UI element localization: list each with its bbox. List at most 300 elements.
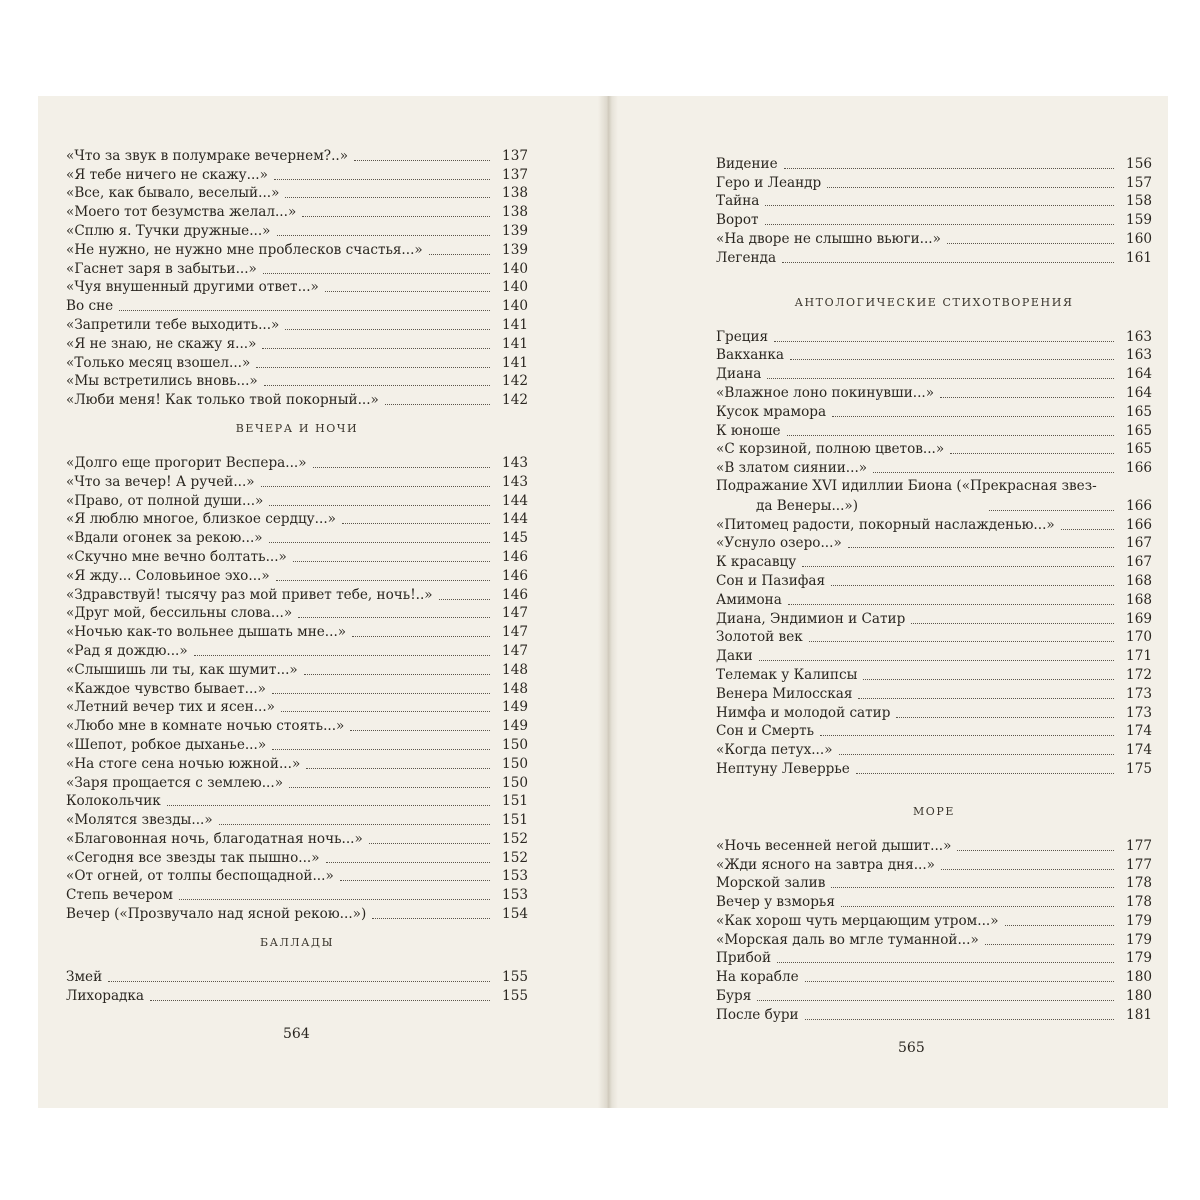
toc-entry bbox=[66, 829, 528, 848]
toc-entry bbox=[66, 867, 528, 886]
right-page bbox=[606, 96, 1168, 1108]
toc-entry bbox=[716, 684, 1152, 703]
toc-page-number: 180 bbox=[1126, 988, 1152, 1005]
toc-entry bbox=[66, 472, 528, 491]
toc-page-number: 161 bbox=[1126, 249, 1152, 266]
toc-page-number: 139 bbox=[502, 222, 528, 239]
leader-dots bbox=[293, 551, 490, 562]
toc-entry-title: «Питомец радости, покорный наслажденью...» bbox=[716, 516, 1055, 533]
toc-entry bbox=[66, 240, 528, 259]
leader-dots bbox=[276, 570, 490, 581]
toc-page-number: 166 bbox=[1126, 516, 1152, 533]
leader-dots bbox=[989, 500, 1114, 511]
toc-entry-title: Амимона bbox=[716, 591, 782, 608]
toc-entry bbox=[716, 628, 1152, 647]
toc-entry bbox=[716, 874, 1152, 893]
leader-dots bbox=[767, 368, 1114, 379]
toc-page-number: 143 bbox=[502, 473, 528, 490]
leader-dots bbox=[777, 952, 1114, 963]
leader-dots bbox=[856, 763, 1114, 774]
leader-dots bbox=[941, 859, 1114, 870]
toc-list bbox=[66, 967, 528, 1005]
toc-page-number: 140 bbox=[502, 260, 528, 277]
leader-dots bbox=[863, 669, 1114, 680]
toc-entry bbox=[66, 315, 528, 334]
leader-dots bbox=[281, 701, 490, 712]
page-number: 565 bbox=[898, 1040, 925, 1056]
toc-page-number: 152 bbox=[502, 830, 528, 847]
toc-entry bbox=[716, 722, 1152, 741]
toc-entry-title: Сон и Смерть bbox=[716, 723, 814, 740]
toc-entry-title: «Право, от полной души...» bbox=[66, 492, 264, 509]
toc-page-number: 181 bbox=[1126, 1006, 1152, 1023]
toc-entry-title: После бури bbox=[716, 1006, 799, 1023]
toc-page-number: 140 bbox=[502, 279, 528, 296]
toc-entry bbox=[66, 221, 528, 240]
toc-entry bbox=[66, 146, 528, 165]
leader-dots bbox=[285, 319, 490, 330]
toc-entry-title: Кусок мрамора bbox=[716, 403, 827, 420]
toc-page-number: 166 bbox=[1126, 460, 1152, 477]
toc-entry-title: «На дворе не слышно вьюги...» bbox=[716, 230, 941, 247]
toc-page-number: 154 bbox=[502, 906, 528, 923]
toc-entry-title: Подражание XVI идиллии Биона («Прекрасная звез- bbox=[716, 478, 1097, 495]
toc-entry bbox=[66, 390, 528, 409]
toc-page-number: 139 bbox=[502, 241, 528, 258]
toc-entry-title: Геро и Леандр bbox=[716, 174, 822, 191]
toc-entry bbox=[66, 585, 528, 604]
toc-entry-title: Тайна bbox=[716, 193, 760, 210]
toc-entry-title: «Скучно мне вечно болтать...» bbox=[66, 548, 287, 565]
toc-entry-title: «Мы встретились вновь...» bbox=[66, 373, 258, 390]
toc-entry-title: Вечер у взморья bbox=[716, 894, 835, 911]
toc-entry bbox=[716, 967, 1152, 986]
toc-entry-title: «Жди ясного на завтра дня...» bbox=[716, 856, 935, 873]
toc-page-number: 148 bbox=[502, 680, 528, 697]
toc-entry-title: Нимфа и молодой сатир bbox=[716, 704, 891, 721]
toc-page-number: 163 bbox=[1126, 347, 1152, 364]
toc-entry bbox=[66, 716, 528, 735]
toc-page-number: 164 bbox=[1126, 384, 1152, 401]
toc-page-number: 143 bbox=[502, 454, 528, 471]
toc-page-number: 149 bbox=[502, 718, 528, 735]
toc-entry-title: «Люби меня! Как только твой покорный...» bbox=[66, 392, 379, 409]
toc-entry bbox=[716, 892, 1152, 911]
toc-page-number: 165 bbox=[1126, 403, 1152, 420]
toc-page-number: 158 bbox=[1126, 193, 1152, 210]
toc-page-number: 174 bbox=[1126, 723, 1152, 740]
toc-entry bbox=[716, 590, 1152, 609]
toc-entry bbox=[66, 967, 528, 986]
toc-entry bbox=[66, 353, 528, 372]
toc-page-number: 178 bbox=[1126, 875, 1152, 892]
toc-entry bbox=[66, 622, 528, 641]
toc-entry-title: Сон и Пазифая bbox=[716, 572, 826, 589]
toc-entry-title: «От огней, от толпы беспощадной...» bbox=[66, 868, 334, 885]
toc-page-number: 148 bbox=[502, 661, 528, 678]
leader-dots bbox=[848, 537, 1114, 548]
toc-entry bbox=[66, 510, 528, 529]
toc-page-number: 168 bbox=[1126, 572, 1152, 589]
toc-entry bbox=[716, 154, 1152, 173]
toc-page-number: 144 bbox=[502, 511, 528, 528]
toc-entry bbox=[66, 754, 528, 773]
toc-page-number: 142 bbox=[502, 392, 528, 409]
leader-dots bbox=[150, 990, 490, 1001]
toc-page-number: 137 bbox=[502, 147, 528, 164]
leader-dots bbox=[269, 532, 490, 543]
toc-page-number: 174 bbox=[1126, 742, 1152, 759]
toc-page-number: 172 bbox=[1126, 666, 1152, 683]
section-heading: ВЕЧЕРА И НОЧИ bbox=[235, 422, 359, 436]
toc-page-number: 153 bbox=[502, 868, 528, 885]
leader-dots bbox=[784, 158, 1114, 169]
toc-entry-title: «Я люблю многое, близкое сердцу...» bbox=[66, 511, 336, 528]
leader-dots bbox=[429, 244, 490, 255]
toc-page-number: 173 bbox=[1126, 685, 1152, 702]
toc-entry bbox=[66, 848, 528, 867]
leader-dots bbox=[302, 206, 490, 217]
toc-entry-title: «Сегодня все звезды так пышно...» bbox=[66, 849, 320, 866]
toc-entry-title: «Слышишь ли ты, как шумит...» bbox=[66, 661, 298, 678]
toc-page-number: 147 bbox=[502, 605, 528, 622]
toc-entry-title: Вакханка bbox=[716, 347, 785, 364]
toc-entry-title: «Я жду... Соловьиное эхо...» bbox=[66, 567, 270, 584]
toc-entry bbox=[66, 296, 528, 315]
toc-page-number: 167 bbox=[1126, 535, 1152, 552]
toc-entry bbox=[66, 773, 528, 792]
leader-dots bbox=[947, 233, 1114, 244]
toc-entry bbox=[716, 609, 1152, 628]
left-page bbox=[38, 96, 606, 1108]
toc-entry bbox=[716, 534, 1152, 553]
left-toc-column bbox=[66, 146, 528, 1005]
leader-dots bbox=[352, 626, 490, 637]
toc-page-number: 150 bbox=[502, 736, 528, 753]
toc-entry-title: «Что за вечер! А ручей...» bbox=[66, 473, 255, 490]
toc-entry bbox=[716, 346, 1152, 365]
toc-entry bbox=[66, 986, 528, 1005]
toc-page-number: 169 bbox=[1126, 610, 1152, 627]
toc-list bbox=[716, 836, 1152, 1024]
leader-dots bbox=[896, 707, 1114, 718]
toc-entry bbox=[716, 210, 1152, 229]
leader-dots bbox=[439, 589, 490, 600]
leader-dots bbox=[179, 889, 490, 900]
toc-page-number: 155 bbox=[502, 968, 528, 985]
leader-dots bbox=[911, 613, 1114, 624]
leader-dots bbox=[802, 556, 1114, 567]
toc-entry bbox=[66, 679, 528, 698]
leader-dots bbox=[831, 575, 1114, 586]
leader-dots bbox=[306, 758, 490, 769]
toc-list bbox=[716, 515, 1152, 778]
toc-page-number: 179 bbox=[1126, 950, 1152, 967]
toc-entry-title: Змей bbox=[66, 968, 103, 985]
toc-page-number: 141 bbox=[502, 335, 528, 352]
leader-dots bbox=[325, 281, 490, 292]
leader-dots bbox=[326, 852, 490, 863]
toc-entry bbox=[66, 904, 528, 923]
book-spread bbox=[38, 96, 1168, 1108]
leader-dots bbox=[765, 195, 1114, 206]
toc-entry-title: «Ночью как-то вольнее дышать мне...» bbox=[66, 624, 347, 641]
leader-dots bbox=[167, 795, 490, 806]
toc-page-number: 142 bbox=[502, 373, 528, 390]
leader-dots bbox=[873, 462, 1114, 473]
toc-entry-title: «Рад я дождю...» bbox=[66, 642, 188, 659]
toc-page-number: 164 bbox=[1126, 366, 1152, 383]
leader-dots bbox=[272, 683, 490, 694]
toc-entry bbox=[716, 248, 1152, 267]
leader-dots bbox=[809, 631, 1114, 642]
toc-page-number: 146 bbox=[502, 567, 528, 584]
leader-dots bbox=[788, 594, 1114, 605]
right-toc-column bbox=[716, 154, 1152, 1024]
toc-page-number: 178 bbox=[1126, 894, 1152, 911]
toc-entry bbox=[66, 491, 528, 510]
leader-dots bbox=[827, 177, 1114, 188]
leader-dots bbox=[372, 908, 490, 919]
toc-entry bbox=[716, 665, 1152, 684]
toc-entry-title: «Что за звук в полумраке вечернем?..» bbox=[66, 147, 349, 164]
toc-page-number: 147 bbox=[502, 624, 528, 641]
toc-page-number: 140 bbox=[502, 298, 528, 315]
toc-entry bbox=[66, 259, 528, 278]
toc-entry bbox=[716, 192, 1152, 211]
leader-dots bbox=[765, 214, 1114, 225]
section-heading: МОРЕ bbox=[912, 804, 956, 818]
toc-list bbox=[716, 154, 1152, 267]
toc-entry bbox=[66, 698, 528, 717]
leader-dots bbox=[304, 664, 490, 675]
toc-entry-title: да Венеры...») bbox=[756, 497, 859, 514]
toc-page-number: 152 bbox=[502, 849, 528, 866]
toc-entry-title: Легенда bbox=[716, 249, 777, 266]
toc-entry-title: Буря bbox=[716, 988, 752, 1005]
leader-dots bbox=[350, 720, 490, 731]
toc-entry-title: «Моего тот безумства желал...» bbox=[66, 204, 297, 221]
toc-entry-title: «Гаснет заря в забытьи...» bbox=[66, 260, 257, 277]
toc-entry-title: «Как хорош чуть мерцающим утром...» bbox=[716, 912, 999, 929]
toc-entry-title: «В златом сиянии...» bbox=[716, 460, 868, 477]
toc-entry-title: «Летний вечер тих и ясен...» bbox=[66, 699, 276, 716]
toc-entry-title: Морской залив bbox=[716, 875, 826, 892]
toc-entry-title: Диана bbox=[716, 366, 762, 383]
toc-entry-title: Ворот bbox=[716, 212, 759, 229]
leader-dots bbox=[940, 387, 1114, 398]
toc-entry bbox=[66, 792, 528, 811]
toc-entry-title: Даки bbox=[716, 648, 753, 665]
toc-page-number: 179 bbox=[1126, 912, 1152, 929]
toc-entry-title: Золотой век bbox=[716, 629, 803, 646]
leader-dots bbox=[119, 300, 490, 311]
toc-page-number: 159 bbox=[1126, 212, 1152, 229]
toc-entry-title: К юноше bbox=[716, 422, 781, 439]
toc-entry-title: «С корзиной, полною цветов...» bbox=[716, 441, 945, 458]
section-heading: БАЛЛАДЫ bbox=[259, 936, 335, 950]
toc-entry-title: Видение bbox=[716, 155, 778, 172]
toc-page-number: 166 bbox=[1126, 497, 1153, 514]
page-number: 564 bbox=[283, 1026, 310, 1042]
toc-page-number: 150 bbox=[502, 774, 528, 791]
leader-dots bbox=[782, 252, 1114, 263]
toc-page-number: 141 bbox=[502, 354, 528, 371]
toc-entry bbox=[66, 735, 528, 754]
toc-entry-title: К красавцу bbox=[716, 554, 797, 571]
leader-dots bbox=[313, 457, 490, 468]
toc-entry-title: «Каждое чувство бывает...» bbox=[66, 680, 266, 697]
toc-page-number: 171 bbox=[1126, 648, 1152, 665]
toc-entry-title: Диана, Эндимион и Сатир bbox=[716, 610, 906, 627]
toc-entry bbox=[66, 547, 528, 566]
toc-entry bbox=[66, 453, 528, 472]
toc-page-number: 163 bbox=[1126, 328, 1152, 345]
leader-dots bbox=[289, 777, 490, 788]
toc-entry bbox=[716, 173, 1152, 192]
toc-entry bbox=[66, 278, 528, 297]
toc-entry bbox=[716, 402, 1152, 421]
toc-entry-title-block bbox=[716, 477, 1152, 515]
leader-dots bbox=[298, 607, 490, 618]
toc-page-number: 149 bbox=[502, 699, 528, 716]
toc-entry-title: «Вдали огонек за рекою...» bbox=[66, 530, 263, 547]
toc-entry bbox=[716, 440, 1152, 459]
toc-entry bbox=[716, 986, 1152, 1005]
toc-entry-title: Вечер («Прозвучало над ясной рекою...») bbox=[66, 906, 367, 923]
toc-entry-title: «На стоге сена ночью южной...» bbox=[66, 755, 301, 772]
leader-dots bbox=[841, 896, 1114, 907]
toc-entry bbox=[66, 885, 528, 904]
toc-entry bbox=[716, 477, 1152, 515]
toc-entry bbox=[66, 604, 528, 623]
toc-page-number: 147 bbox=[502, 642, 528, 659]
toc-entry bbox=[716, 646, 1152, 665]
book-gutter bbox=[598, 96, 618, 1108]
toc-entry bbox=[716, 740, 1152, 759]
toc-page-number: 175 bbox=[1126, 760, 1152, 777]
toc-entry bbox=[66, 372, 528, 391]
leader-dots bbox=[1005, 915, 1114, 926]
toc-entry bbox=[716, 703, 1152, 722]
toc-page-number: 168 bbox=[1126, 591, 1152, 608]
toc-page-number: 153 bbox=[502, 887, 528, 904]
toc-entry-title: «Долго еще прогорит Веспера...» bbox=[66, 454, 307, 471]
toc-entry bbox=[716, 552, 1152, 571]
toc-entry-title: «Влажное лоно покинувши...» bbox=[716, 384, 935, 401]
leader-dots bbox=[1061, 519, 1114, 530]
toc-page-number: 146 bbox=[502, 586, 528, 603]
toc-page-number: 167 bbox=[1126, 554, 1152, 571]
toc-entry-title: «Любо мне в комнате ночью стоять...» bbox=[66, 718, 345, 735]
leader-dots bbox=[340, 870, 490, 881]
toc-page-number: 155 bbox=[502, 987, 528, 1004]
toc-entry bbox=[66, 566, 528, 585]
toc-list bbox=[66, 453, 528, 923]
leader-dots bbox=[263, 263, 490, 274]
leader-dots bbox=[957, 840, 1114, 851]
toc-entry bbox=[716, 421, 1152, 440]
toc-entry-title: Телемак у Калипсы bbox=[716, 666, 858, 683]
toc-page-number: 141 bbox=[502, 316, 528, 333]
toc-entry bbox=[716, 458, 1152, 477]
toc-list bbox=[66, 146, 528, 409]
toc-page-number: 144 bbox=[502, 492, 528, 509]
leader-dots bbox=[985, 934, 1114, 945]
toc-entry bbox=[716, 1005, 1152, 1024]
toc-entry-title: Нептуну Леверрье bbox=[716, 760, 850, 777]
leader-dots bbox=[354, 150, 490, 161]
leader-dots bbox=[757, 990, 1114, 1001]
toc-entry-title-continued bbox=[716, 496, 1152, 515]
leader-dots bbox=[108, 971, 490, 982]
toc-entry-title: «Морская даль во мгле туманной...» bbox=[716, 931, 979, 948]
leader-dots bbox=[831, 877, 1114, 888]
leader-dots bbox=[805, 1009, 1114, 1020]
leader-dots bbox=[774, 331, 1114, 342]
toc-page-number: 157 bbox=[1126, 174, 1152, 191]
toc-page-number: 151 bbox=[502, 793, 528, 810]
leader-dots bbox=[839, 744, 1114, 755]
toc-page-number: 146 bbox=[502, 548, 528, 565]
toc-entry-title: Лихорадка bbox=[66, 987, 145, 1004]
toc-entry bbox=[66, 528, 528, 547]
section-heading: АНТОЛОГИЧЕСКИЕ СТИХОТВОРЕНИЯ bbox=[794, 295, 1074, 309]
toc-entry-title: «Запретили тебе выходить...» bbox=[66, 316, 280, 333]
toc-entry-title: «Не нужно, не нужно мне проблесков счастья...» bbox=[66, 241, 423, 258]
toc-page-number: 165 bbox=[1126, 422, 1152, 439]
toc-entry-title: «Только месяц взошел...» bbox=[66, 354, 251, 371]
toc-entry-title: «Друг мой, бессильны слова...» bbox=[66, 605, 293, 622]
toc-entry bbox=[716, 383, 1152, 402]
toc-entry-title: «Когда петух...» bbox=[716, 742, 833, 759]
toc-page-number: 177 bbox=[1126, 837, 1152, 854]
toc-entry-title: Прибой bbox=[716, 950, 772, 967]
leader-dots bbox=[194, 645, 490, 656]
leader-dots bbox=[790, 349, 1114, 360]
toc-entry-title: «Ночь весенней негой дышит...» bbox=[716, 837, 952, 854]
leader-dots bbox=[858, 688, 1114, 699]
toc-entry bbox=[66, 641, 528, 660]
toc-entry bbox=[716, 911, 1152, 930]
toc-entry bbox=[716, 855, 1152, 874]
toc-page-number: 145 bbox=[502, 530, 528, 547]
toc-entry-title: «Заря прощается с землею...» bbox=[66, 774, 284, 791]
toc-page-number: 177 bbox=[1126, 856, 1152, 873]
leader-dots bbox=[369, 833, 490, 844]
toc-page-number: 160 bbox=[1126, 230, 1152, 247]
leader-dots bbox=[832, 406, 1114, 417]
toc-entry bbox=[66, 334, 528, 353]
toc-page-number: 150 bbox=[502, 755, 528, 772]
toc-entry-title: Во сне bbox=[66, 298, 114, 315]
leader-dots bbox=[277, 225, 491, 236]
toc-page-number: 156 bbox=[1126, 155, 1152, 172]
leader-dots bbox=[269, 495, 490, 506]
toc-entry-title: «Уснуло озеро...» bbox=[716, 535, 842, 552]
toc-entry-title: Венера Милосская bbox=[716, 685, 853, 702]
leader-dots bbox=[274, 169, 490, 180]
leader-dots bbox=[805, 971, 1114, 982]
toc-entry bbox=[66, 184, 528, 203]
toc-entry bbox=[716, 571, 1152, 590]
toc-entry bbox=[66, 810, 528, 829]
leader-dots bbox=[256, 357, 490, 368]
leader-dots bbox=[285, 187, 490, 198]
toc-page-number: 138 bbox=[502, 204, 528, 221]
toc-entry-title: Степь вечером bbox=[66, 887, 173, 904]
toc-entry-title: Греция bbox=[716, 328, 769, 345]
